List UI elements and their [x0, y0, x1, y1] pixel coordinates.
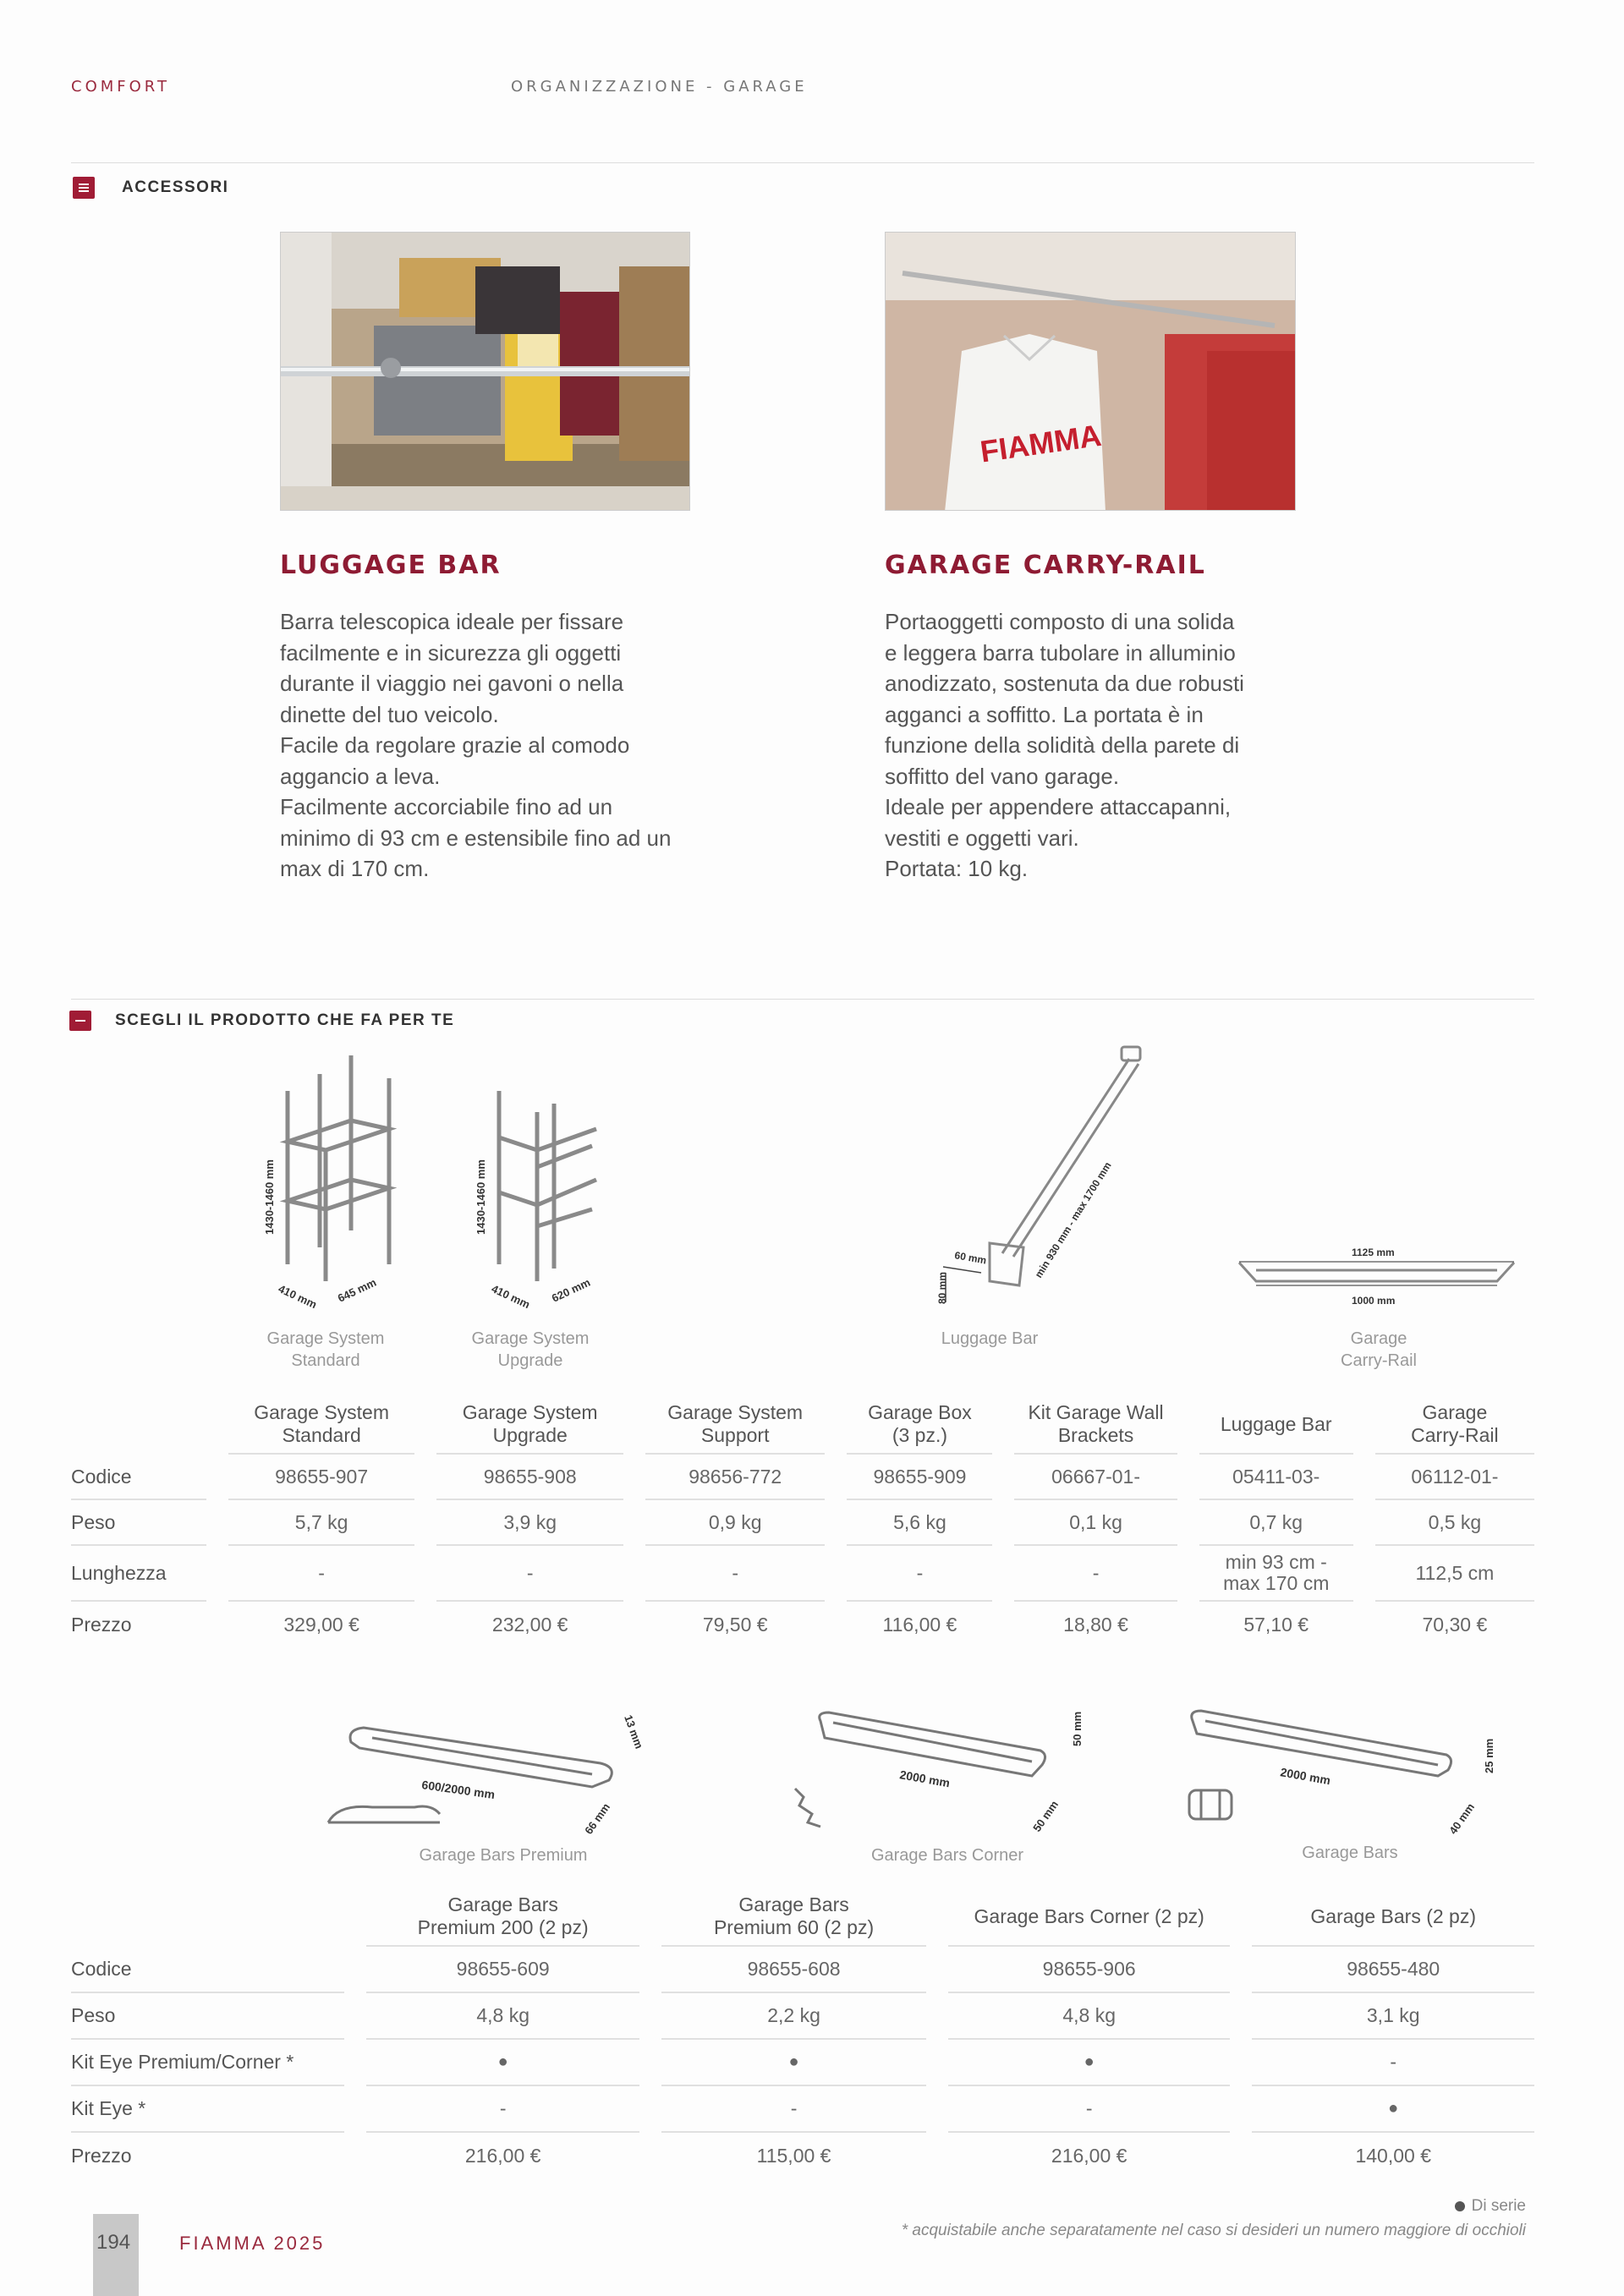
table-cell: - [1252, 2040, 1534, 2086]
header-divider [71, 162, 1534, 163]
carry-rail-description: Portaoggetti composto di una solida e leggera barra tubolare in alluminio anodizzato, sostenuta da due robusti agganci a soffitto. La portata è in funzione della solidità della parete di soffitto del vano garage. Ideale per appendere attaccapanni, vestiti e oggetti vari. Portata: 10 kg. [885, 609, 1244, 881]
premium-height-dim: 13 mm [622, 1712, 646, 1751]
luggage-bar-description: Barra telescopica ideale per fissare facilmente e in sicurezza gli oggetti durante il viaggio nei gavoni o nella dinette del tuo veicolo. Facile da regolare grazie al comodo aggancio a leva. Facilmente accorciabile fino ad un minimo di 93 cm e estensibile fino ad un max di 170 cm. [280, 609, 672, 881]
std-height-dim: 1430-1460 mm [263, 1159, 276, 1235]
series-dot: ● [661, 2040, 926, 2086]
corner-width-dim: 50 mm [1030, 1798, 1062, 1834]
table-cell: 2,2 kg [661, 1993, 926, 2040]
std-width-dim: 645 mm [335, 1275, 379, 1305]
garage-bars-drawing [1189, 1711, 1451, 1819]
table-cell: - [847, 1546, 992, 1602]
table-cell: 115,00 € [756, 2145, 831, 2167]
table-cell: 70,30 € [1422, 1613, 1488, 1636]
list-icon [69, 1011, 91, 1031]
upg-width-dim: 620 mm [549, 1275, 593, 1305]
series-dot-icon [1455, 2201, 1465, 2211]
accessori-title: ACCESSORI [122, 178, 229, 196]
lb-length-dim: min 930 mm - max 1700 mm [1032, 1159, 1114, 1280]
garage-system-standard-drawing [288, 1055, 389, 1281]
corner-length-dim: 2000 mm [898, 1767, 952, 1790]
table-cell: 06667-01- [1014, 1455, 1177, 1500]
table-cell: 0,7 kg [1199, 1500, 1353, 1546]
table-cell: - [436, 1546, 623, 1602]
upg-height-dim: 1430-1460 mm [475, 1159, 487, 1235]
table-cell: 4,8 kg [366, 1993, 639, 2040]
footer-brand: FIAMMA 2025 [179, 2233, 326, 2254]
table-cell: 98655-480 [1252, 1947, 1534, 1993]
table-cell: - [645, 1546, 825, 1602]
table-cell: 5,7 kg [228, 1500, 415, 1546]
table-cell: - [366, 2086, 639, 2133]
table-cell: 216,00 € [464, 2145, 541, 2167]
table-cell: 98655-908 [436, 1455, 623, 1500]
spec-table-2 [49, 1884, 1556, 2179]
row-label: Prezzo [71, 2145, 132, 2167]
technical-drawings-row2 [313, 1696, 1531, 1865]
section-divider [71, 999, 1534, 1000]
carry-rail-drawing [1239, 1262, 1514, 1285]
table-cell: 79,50 € [702, 1613, 768, 1636]
list-icon [73, 177, 95, 199]
luggage-bar-title: LUGGAGE BAR [280, 551, 502, 580]
cr-top-dim: 1125 mm [1352, 1247, 1395, 1258]
table-cell: - [1014, 1546, 1177, 1602]
premium-length-dim: 600/2000 mm [420, 1778, 497, 1802]
bars-height-dim: 25 mm [1483, 1738, 1495, 1773]
table-cell: 0,9 kg [645, 1500, 825, 1546]
caption-garage-bars-premium: Garage Bars Premium [419, 1846, 588, 1865]
table-cell: - [661, 2086, 926, 2133]
row-label: Codice [71, 1455, 206, 1500]
table-cell: - [948, 2086, 1231, 2133]
table-cell: 329,00 € [283, 1613, 359, 1636]
table-cell: 232,00 € [491, 1613, 568, 1636]
lb-80-dim: 80 mm [936, 1271, 948, 1304]
row-label: Peso [71, 1500, 206, 1546]
table-cell: 98655-907 [228, 1455, 415, 1500]
table1-col-header: Luggage Bar [1199, 1392, 1353, 1455]
table-row [71, 1602, 1534, 1647]
table1-col-header: Kit Garage Wall Brackets [1014, 1392, 1177, 1455]
table-cell: 05411-03- [1199, 1455, 1353, 1500]
table-row [71, 2086, 1534, 2133]
table1-col-header: Garage System Upgrade [436, 1392, 623, 1455]
caption-luggage-bar: Luggage Bar [941, 1329, 1039, 1348]
row-label: Kit Eye Premium/Corner * [71, 2040, 344, 2086]
spec-table-1 [49, 1392, 1556, 1647]
luggage-bar-photo [280, 232, 690, 511]
table-cell: 98655-909 [847, 1455, 992, 1500]
table1-corner [71, 1392, 206, 1455]
table1-header-row [71, 1392, 1534, 1455]
series-dot: ● [366, 2040, 639, 2086]
garage-bars-premium-drawing [328, 1728, 612, 1822]
running-header-section: COMFORT [71, 78, 170, 96]
table-cell: 98655-609 [366, 1947, 639, 1993]
running-header-topic: ORGANIZZAZIONE - GARAGE [511, 78, 808, 96]
chooser-title: SCEGLI IL PRODOTTO CHE FA PER TE [115, 1011, 455, 1029]
table-cell: 3,9 kg [436, 1500, 623, 1546]
table-cell: 4,8 kg [948, 1993, 1231, 2040]
table-cell: 98656-772 [645, 1455, 825, 1500]
table-row [71, 1455, 1534, 1500]
row-label: Codice [71, 1947, 344, 1993]
caption-carry-rail: Garage Carry-Rail [1341, 1329, 1417, 1370]
row-label: Kit Eye * [71, 2086, 344, 2133]
series-dot: ● [948, 2040, 1231, 2086]
chooser-heading [69, 1011, 454, 1031]
table1-col-header: Garage System Standard [228, 1392, 415, 1455]
footnote-note: * acquistabile anche separatamente nel caso si desideri un numero maggiore di occhioli [901, 2222, 1526, 2239]
table-cell: 18,80 € [1063, 1613, 1128, 1636]
table1-col-header: Garage Carry-Rail [1375, 1392, 1534, 1455]
caption-garage-system-standard: Garage System Standard [266, 1329, 385, 1370]
table-row [71, 1947, 1534, 1993]
footnote-series [1455, 2197, 1526, 2216]
garage-system-upgrade-drawing [499, 1091, 596, 1281]
cr-bottom-dim: 1000 mm [1352, 1295, 1396, 1307]
table-cell: 5,6 kg [847, 1500, 992, 1546]
table2-corner [71, 1884, 344, 1947]
table-row [71, 2040, 1534, 2086]
table-cell: - [228, 1546, 415, 1602]
table-cell: 57,10 € [1243, 1613, 1309, 1636]
table-cell: 98655-906 [948, 1947, 1231, 1993]
premium-width-dim: 66 mm [582, 1800, 613, 1837]
bars-width-dim: 40 mm [1446, 1800, 1478, 1837]
table-cell: 216,00 € [1051, 2145, 1127, 2167]
table2-col-header: Garage Bars Corner (2 pz) [948, 1884, 1231, 1947]
accessori-heading [73, 177, 228, 199]
row-label: Lunghezza [71, 1546, 206, 1602]
table2-col-header: Garage Bars Premium 200 (2 pz) [366, 1884, 639, 1947]
table-cell: min 93 cm - max 170 cm [1199, 1546, 1353, 1602]
table-cell: 0,1 kg [1014, 1500, 1177, 1546]
table-cell: 98655-608 [661, 1947, 926, 1993]
table-cell: 140,00 € [1355, 2145, 1431, 2167]
table2-col-header: Garage Bars Premium 60 (2 pz) [661, 1884, 926, 1947]
row-label: Prezzo [71, 1613, 132, 1636]
table-row [71, 1546, 1534, 1602]
carry-rail-title: GARAGE CARRY-RAIL [885, 551, 1206, 580]
table-cell: 112,5 cm [1375, 1546, 1534, 1602]
table2-col-header: Garage Bars (2 pz) [1252, 1884, 1534, 1947]
table-cell: 06112-01- [1375, 1455, 1534, 1500]
bars-length-dim: 2000 mm [1279, 1765, 1332, 1788]
table-row [71, 2133, 1534, 2179]
table1-col-header: Garage Box (3 pz.) [847, 1392, 992, 1455]
caption-garage-bars-corner: Garage Bars Corner [870, 1846, 1024, 1865]
table-cell: 0,5 kg [1375, 1500, 1534, 1546]
footnote-series-text: Di serie [1471, 2197, 1526, 2215]
page-number-tab [93, 2214, 139, 2296]
corner-height-dim: 50 mm [1071, 1711, 1084, 1746]
lb-60-dim: 60 mm [953, 1249, 988, 1267]
carry-rail-photo [885, 232, 1296, 511]
caption-garage-bars: Garage Bars [1302, 1844, 1398, 1862]
std-depth-dim: 410 mm [276, 1282, 319, 1312]
table2-header-row [71, 1884, 1534, 1947]
table1-col-header: Garage System Support [645, 1392, 825, 1455]
table-cell: 116,00 € [882, 1613, 957, 1636]
upg-depth-dim: 410 mm [489, 1282, 532, 1312]
caption-garage-system-upgrade: Garage System Upgrade [471, 1329, 590, 1370]
garage-bars-corner-drawing [795, 1712, 1045, 1827]
series-dot: ● [1252, 2086, 1534, 2133]
table-cell: 3,1 kg [1252, 1993, 1534, 2040]
fiamma-jacket-logo: FIAMMA [978, 417, 1104, 469]
page-number: 194 [96, 2231, 131, 2254]
table-row [71, 1500, 1534, 1546]
row-label: Peso [71, 1993, 344, 2040]
table-row [71, 1993, 1534, 2040]
